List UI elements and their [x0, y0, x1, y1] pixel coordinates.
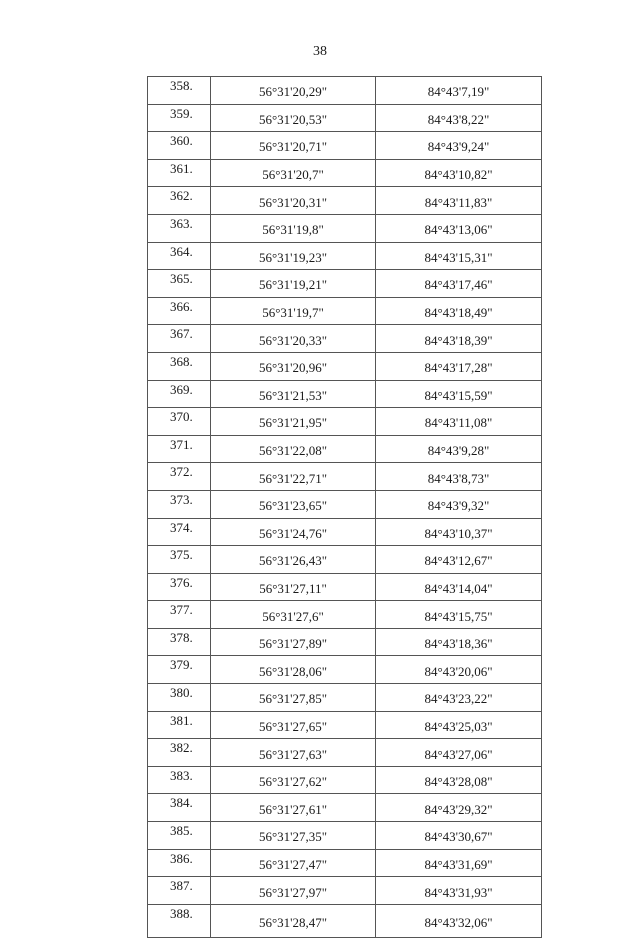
table-row [148, 601, 542, 629]
point-number-cell: 373. [148, 490, 211, 518]
table-row [148, 297, 542, 325]
table-row [148, 628, 542, 656]
table-row [148, 352, 542, 380]
point-number-cell: 376. [148, 573, 211, 601]
latitude-cell: 56°31'23,65" [211, 490, 376, 518]
latitude-cell: 56°31'20,53" [211, 104, 376, 132]
point-number-cell: 374. [148, 518, 211, 546]
table-row [148, 270, 542, 298]
latitude-cell: 56°31'22,08" [211, 435, 376, 463]
point-number-cell: 369. [148, 380, 211, 408]
point-number-cell: 380. [148, 684, 211, 712]
point-number-cell: 386. [148, 849, 211, 877]
longitude-cell: 84°43'18,36" [376, 628, 542, 656]
point-number-cell: 387. [148, 877, 211, 905]
point-number-cell: 368. [148, 352, 211, 380]
longitude-cell: 84°43'15,75" [376, 601, 542, 629]
point-number-cell: 379. [148, 656, 211, 684]
longitude-cell: 84°43'8,22" [376, 104, 542, 132]
table-row [148, 104, 542, 132]
longitude-cell: 84°43'23,22" [376, 684, 542, 712]
table-row [148, 132, 542, 160]
point-number-cell: 382. [148, 739, 211, 767]
page-number: 38 [313, 44, 327, 59]
table-row [148, 684, 542, 712]
latitude-cell: 56°31'27,89" [211, 628, 376, 656]
table-row [148, 242, 542, 270]
longitude-cell: 84°43'25,03" [376, 711, 542, 739]
latitude-cell: 56°31'19,8" [211, 214, 376, 242]
table-row [148, 435, 542, 463]
table-row [148, 573, 542, 601]
longitude-cell: 84°43'10,82" [376, 159, 542, 187]
longitude-cell: 84°43'15,59" [376, 380, 542, 408]
latitude-cell: 56°31'19,23" [211, 242, 376, 270]
point-number-cell: 383. [148, 766, 211, 794]
point-number-cell: 371. [148, 435, 211, 463]
longitude-cell: 84°43'15,31" [376, 242, 542, 270]
longitude-cell: 84°43'11,83" [376, 187, 542, 215]
point-number-cell: 384. [148, 794, 211, 822]
point-number-cell: 378. [148, 628, 211, 656]
table-row [148, 380, 542, 408]
longitude-cell: 84°43'28,08" [376, 766, 542, 794]
latitude-cell: 56°31'19,7" [211, 297, 376, 325]
latitude-cell: 56°31'20,31" [211, 187, 376, 215]
longitude-cell: 84°43'27,06" [376, 739, 542, 767]
latitude-cell: 56°31'20,96" [211, 352, 376, 380]
longitude-cell: 84°43'9,24" [376, 132, 542, 160]
table-row [148, 77, 542, 105]
table-row [148, 822, 542, 850]
point-number-cell: 360. [148, 132, 211, 160]
point-number-cell: 381. [148, 711, 211, 739]
latitude-cell: 56°31'24,76" [211, 518, 376, 546]
point-number-cell: 363. [148, 214, 211, 242]
table-row [148, 159, 542, 187]
longitude-cell: 84°43'17,28" [376, 352, 542, 380]
table-row [148, 656, 542, 684]
latitude-cell: 56°31'27,65" [211, 711, 376, 739]
latitude-cell: 56°31'27,85" [211, 684, 376, 712]
longitude-cell: 84°43'12,67" [376, 546, 542, 574]
table-row [148, 187, 542, 215]
latitude-cell: 56°31'27,63" [211, 739, 376, 767]
latitude-cell: 56°31'28,47" [211, 904, 376, 937]
latitude-cell: 56°31'21,95" [211, 408, 376, 436]
longitude-cell: 84°43'11,08" [376, 408, 542, 436]
table-row [148, 463, 542, 491]
point-number-cell: 364. [148, 242, 211, 270]
table-row [148, 546, 542, 574]
latitude-cell: 56°31'27,47" [211, 849, 376, 877]
table-row [148, 877, 542, 905]
latitude-cell: 56°31'27,6" [211, 601, 376, 629]
latitude-cell: 56°31'19,21" [211, 270, 376, 298]
longitude-cell: 84°43'29,32" [376, 794, 542, 822]
latitude-cell: 56°31'27,97" [211, 877, 376, 905]
latitude-cell: 56°31'28,06" [211, 656, 376, 684]
table-row [148, 794, 542, 822]
table-row [148, 490, 542, 518]
table-row [148, 766, 542, 794]
point-number-cell: 367. [148, 325, 211, 353]
longitude-cell: 84°43'13,06" [376, 214, 542, 242]
point-number-cell: 385. [148, 822, 211, 850]
longitude-cell: 84°43'18,49" [376, 297, 542, 325]
longitude-cell: 84°43'9,28" [376, 435, 542, 463]
point-number-cell: 361. [148, 159, 211, 187]
point-number-cell: 370. [148, 408, 211, 436]
point-number-cell: 375. [148, 546, 211, 574]
latitude-cell: 56°31'21,53" [211, 380, 376, 408]
longitude-cell: 84°43'7,19" [376, 77, 542, 105]
latitude-cell: 56°31'20,33" [211, 325, 376, 353]
coordinates-table-body [148, 77, 542, 938]
longitude-cell: 84°43'32,06" [376, 904, 542, 937]
longitude-cell: 84°43'8,73" [376, 463, 542, 491]
longitude-cell: 84°43'31,69" [376, 849, 542, 877]
latitude-cell: 56°31'26,43" [211, 546, 376, 574]
point-number-cell: 359. [148, 104, 211, 132]
latitude-cell: 56°31'27,35" [211, 822, 376, 850]
latitude-cell: 56°31'27,11" [211, 573, 376, 601]
latitude-cell: 56°31'20,71" [211, 132, 376, 160]
table-row [148, 711, 542, 739]
latitude-cell: 56°31'27,62" [211, 766, 376, 794]
longitude-cell: 84°43'17,46" [376, 270, 542, 298]
longitude-cell: 84°43'14,04" [376, 573, 542, 601]
latitude-cell: 56°31'20,29" [211, 77, 376, 105]
longitude-cell: 84°43'30,67" [376, 822, 542, 850]
point-number-cell: 388. [148, 904, 211, 937]
longitude-cell: 84°43'9,32" [376, 490, 542, 518]
point-number-cell: 372. [148, 463, 211, 491]
longitude-cell: 84°43'18,39" [376, 325, 542, 353]
point-number-cell: 358. [148, 77, 211, 105]
point-number-cell: 365. [148, 270, 211, 298]
longitude-cell: 84°43'20,06" [376, 656, 542, 684]
coordinates-table [147, 76, 542, 938]
table-row [148, 739, 542, 767]
table-row [148, 904, 542, 937]
table-row [148, 214, 542, 242]
point-number-cell: 366. [148, 297, 211, 325]
longitude-cell: 84°43'31,93" [376, 877, 542, 905]
latitude-cell: 56°31'27,61" [211, 794, 376, 822]
latitude-cell: 56°31'20,7" [211, 159, 376, 187]
longitude-cell: 84°43'10,37" [376, 518, 542, 546]
point-number-cell: 362. [148, 187, 211, 215]
table-row [148, 325, 542, 353]
table-row [148, 518, 542, 546]
table-row [148, 849, 542, 877]
table-row [148, 408, 542, 436]
point-number-cell: 377. [148, 601, 211, 629]
latitude-cell: 56°31'22,71" [211, 463, 376, 491]
